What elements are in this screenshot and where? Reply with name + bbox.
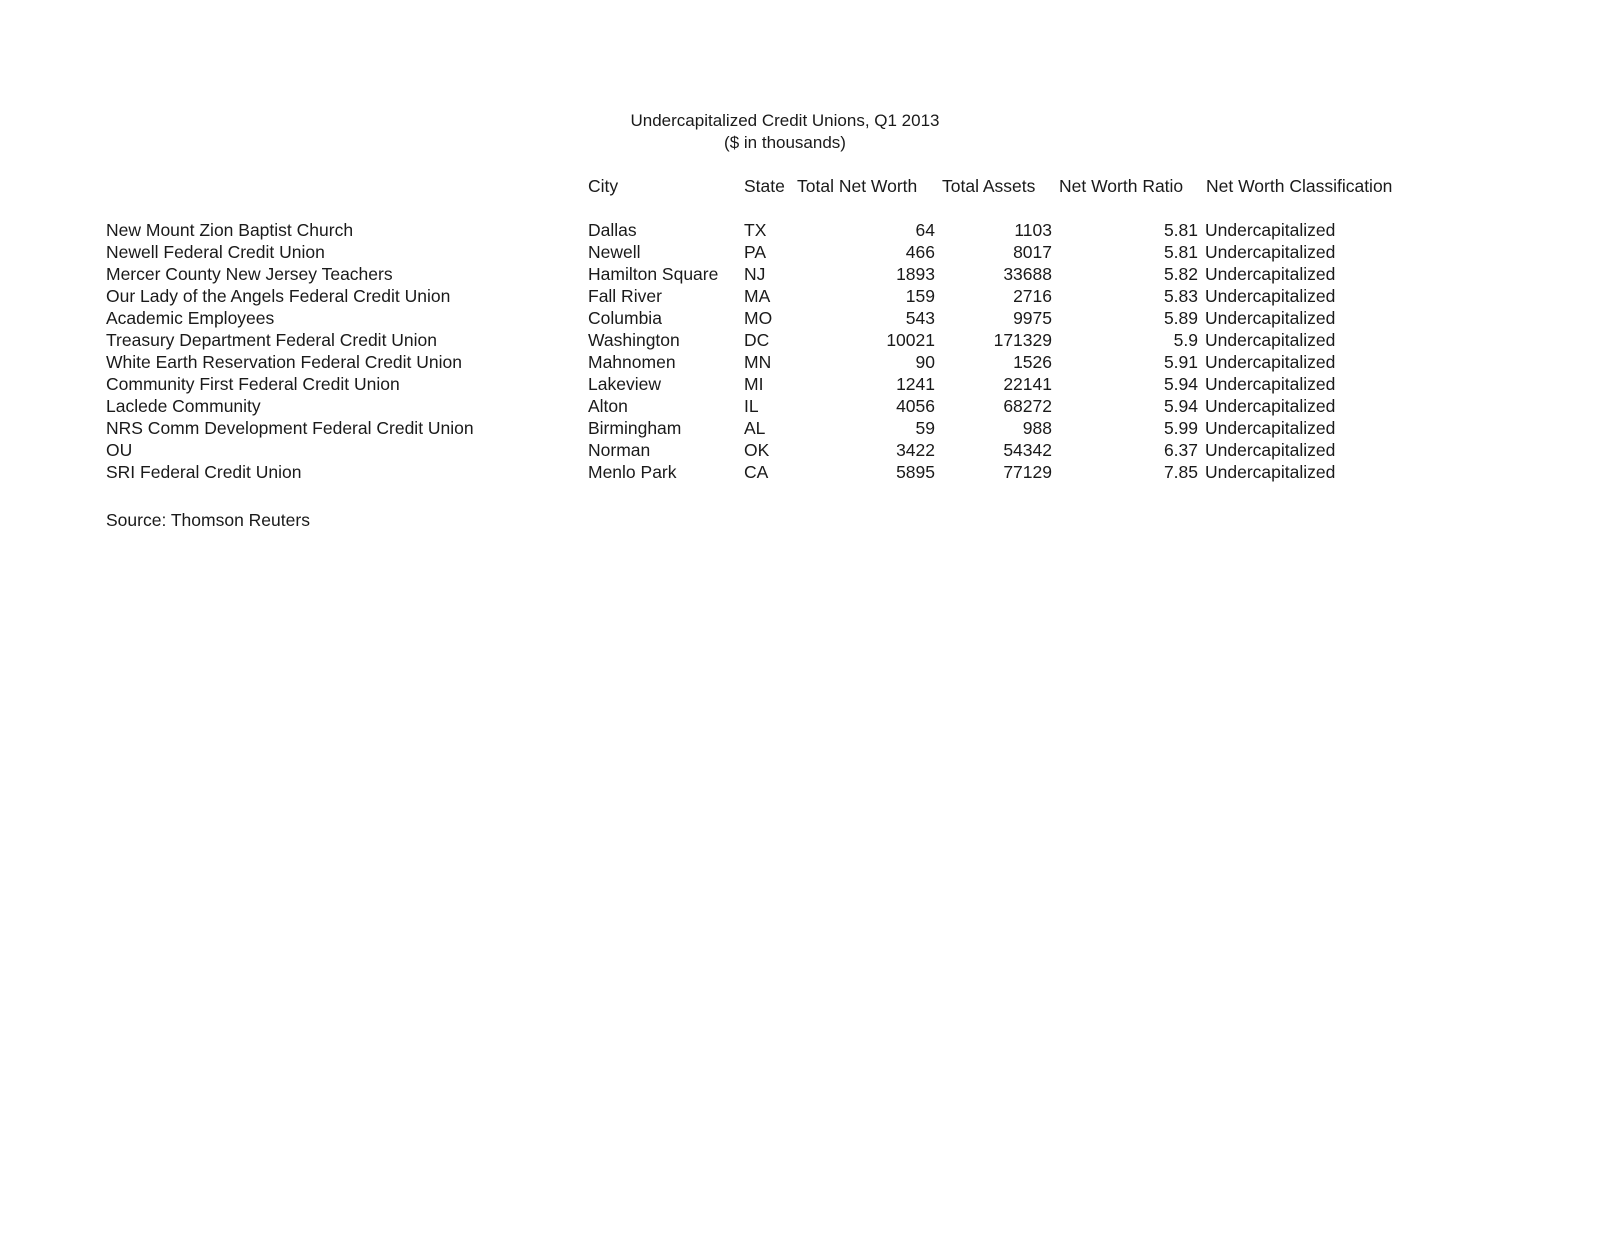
- cell-name: NRS Comm Development Federal Credit Union: [106, 418, 474, 438]
- cell-assets: 68272: [1003, 396, 1052, 416]
- column-header-ratio: Net Worth Ratio: [1059, 176, 1184, 196]
- cell-classification: Undercapitalized: [1205, 264, 1336, 284]
- cell-assets: 988: [1022, 418, 1052, 438]
- cell-assets: 1526: [1013, 352, 1052, 372]
- cell-net-worth: 543: [905, 308, 935, 328]
- cell-assets: 22141: [1003, 374, 1052, 394]
- cell-city: Lakeview: [588, 374, 661, 394]
- cell-city: Hamilton Square: [588, 264, 719, 284]
- table-row: [0, 439, 1600, 461]
- cell-net-worth: 466: [905, 242, 935, 262]
- cell-name: White Earth Reservation Federal Credit Union: [106, 352, 462, 372]
- cell-classification: Undercapitalized: [1205, 462, 1336, 482]
- cell-ratio: 5.99: [1163, 418, 1198, 438]
- cell-assets: 33688: [1003, 264, 1052, 284]
- cell-net-worth: 59: [915, 418, 935, 438]
- cell-classification: Undercapitalized: [1205, 286, 1336, 306]
- cell-ratio: 6.37: [1163, 440, 1198, 460]
- cell-classification: Undercapitalized: [1205, 418, 1336, 438]
- table-row: [0, 395, 1600, 417]
- cell-name: New Mount Zion Baptist Church: [106, 220, 354, 240]
- table-row: [0, 351, 1600, 373]
- cell-state: MO: [744, 308, 773, 328]
- table-row: [0, 263, 1600, 285]
- cell-city: Birmingham: [588, 418, 682, 438]
- cell-classification: Undercapitalized: [1205, 374, 1336, 394]
- cell-name: Academic Employees: [106, 308, 275, 328]
- cell-name: Our Lady of the Angels Federal Credit Union: [106, 286, 451, 306]
- cell-ratio: 5.83: [1163, 286, 1198, 306]
- table-row: [0, 329, 1600, 351]
- cell-assets: 1103: [1014, 220, 1052, 240]
- cell-name: OU: [106, 440, 133, 460]
- cell-net-worth: 5895: [896, 462, 935, 482]
- cell-state: MA: [744, 286, 771, 306]
- cell-classification: Undercapitalized: [1205, 396, 1336, 416]
- cell-assets: 54342: [1003, 440, 1052, 460]
- cell-classification: Undercapitalized: [1205, 220, 1336, 240]
- table-row: [0, 219, 1600, 241]
- table-row: [0, 373, 1600, 395]
- cell-city: Norman: [588, 440, 651, 460]
- cell-state: MN: [744, 352, 772, 372]
- cell-net-worth: 90: [915, 352, 935, 372]
- cell-ratio: 5.82: [1163, 264, 1198, 284]
- cell-ratio: 5.94: [1163, 374, 1198, 394]
- cell-state: IL: [744, 396, 759, 416]
- cell-ratio: 5.91: [1163, 352, 1198, 372]
- cell-state: CA: [744, 462, 769, 482]
- cell-city: Dallas: [588, 220, 637, 240]
- cell-net-worth: 1241: [896, 374, 935, 394]
- cell-classification: Undercapitalized: [1205, 330, 1336, 350]
- cell-state: NJ: [744, 264, 766, 284]
- cell-ratio: 5.89: [1163, 308, 1198, 328]
- cell-name: Treasury Department Federal Credit Union: [106, 330, 438, 350]
- cell-net-worth: 64: [915, 220, 935, 240]
- table-row: [0, 307, 1600, 329]
- column-header-assets: Total Assets: [942, 176, 1036, 196]
- cell-ratio: 5.81: [1163, 242, 1198, 262]
- cell-name: Laclede Community: [106, 396, 261, 416]
- cell-city: Columbia: [588, 308, 662, 328]
- cell-state: MI: [744, 374, 764, 394]
- cell-net-worth: 1893: [896, 264, 935, 284]
- cell-state: AL: [744, 418, 766, 438]
- column-header-state: State: [744, 176, 785, 196]
- table-row: [0, 417, 1600, 439]
- cell-name: Community First Federal Credit Union: [106, 374, 400, 394]
- cell-name: SRI Federal Credit Union: [106, 462, 302, 482]
- cell-state: DC: [744, 330, 770, 350]
- cell-ratio: 5.81: [1163, 220, 1198, 240]
- cell-ratio: 5.9: [1173, 330, 1198, 350]
- cell-classification: Undercapitalized: [1205, 440, 1336, 460]
- column-header-city: City: [588, 176, 619, 196]
- column-header-net-worth: Total Net Worth: [797, 176, 918, 196]
- cell-assets: 77129: [1003, 462, 1052, 482]
- cell-city: Fall River: [588, 286, 662, 306]
- cell-city: Menlo Park: [588, 462, 677, 482]
- table-row: [0, 285, 1600, 307]
- cell-city: Alton: [588, 396, 628, 416]
- cell-state: PA: [744, 242, 767, 262]
- cell-assets: 171329: [993, 330, 1052, 350]
- cell-ratio: 7.85: [1163, 462, 1198, 482]
- cell-classification: Undercapitalized: [1205, 352, 1336, 372]
- cell-net-worth: 4056: [896, 396, 935, 416]
- cell-net-worth: 3422: [896, 440, 935, 460]
- cell-name: Mercer County New Jersey Teachers: [106, 264, 393, 284]
- table-row: [0, 461, 1600, 483]
- cell-assets: 8017: [1013, 242, 1052, 262]
- cell-city: Newell: [588, 242, 641, 262]
- cell-name: Newell Federal Credit Union: [106, 242, 325, 262]
- cell-state: TX: [744, 220, 767, 240]
- cell-assets: 9975: [1013, 308, 1052, 328]
- cell-classification: Undercapitalized: [1205, 242, 1336, 262]
- document-title: Undercapitalized Credit Unions, Q1 2013: [630, 111, 940, 130]
- document-subtitle: ($ in thousands): [724, 133, 846, 152]
- cell-state: OK: [744, 440, 770, 460]
- cell-city: Washington: [588, 330, 680, 350]
- cell-assets: 2716: [1013, 286, 1052, 306]
- cell-net-worth: 159: [905, 286, 935, 306]
- cell-classification: Undercapitalized: [1205, 308, 1336, 328]
- cell-city: Mahnomen: [588, 352, 676, 372]
- column-header-classification: Net Worth Classification: [1206, 176, 1393, 196]
- source-note: Source: Thomson Reuters: [106, 510, 310, 530]
- cell-net-worth: 10021: [886, 330, 935, 350]
- table-row: [0, 241, 1600, 263]
- cell-ratio: 5.94: [1163, 396, 1198, 416]
